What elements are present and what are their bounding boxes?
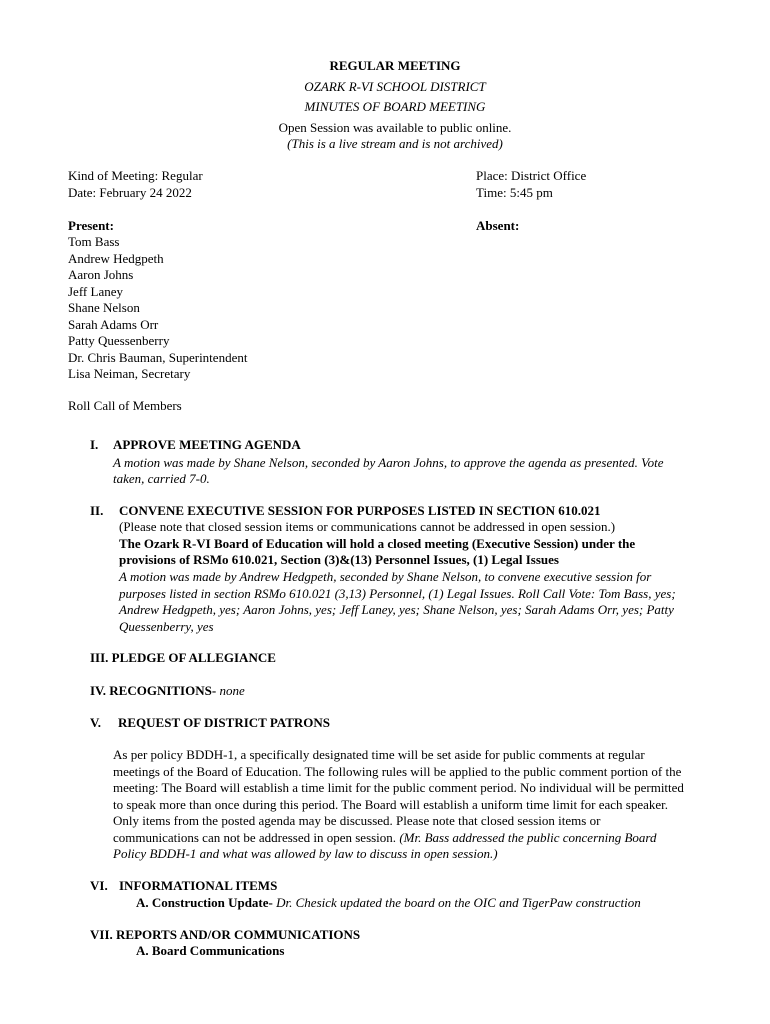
section-5-line-text: communications can not be addressed in open session.: [113, 829, 397, 845]
section-6-item-a: [136, 895, 641, 912]
present-member: Andrew Hedgpeth: [68, 250, 164, 266]
section-2-motion-line3: Andrew Hedgpeth, yes; Aaron Johns, yes; Jeff Laney, yes; Shane Nelson, yes; Sarah Adams Orr, yes; Patty: [119, 602, 674, 617]
minutes-title: MINUTES OF BOARD MEETING: [304, 99, 486, 114]
section-6-item-a-text: Dr. Chesick updated the board on the OIC and TigerPaw construction: [276, 895, 641, 910]
section-3-title: III. PLEDGE OF ALLEGIANCE: [90, 650, 276, 665]
section-2-number: II.: [90, 503, 104, 518]
open-session-note: Open Session was available to public online.: [278, 120, 512, 135]
section-5-line: meetings of the Board of Education. The following rules will be applied to the public comment portion of the: [113, 763, 682, 779]
doc-title: REGULAR MEETING: [329, 58, 461, 73]
section-5-line: Policy BDDH-1 and what was allowed by law to discuss in open session.): [113, 846, 498, 861]
section-2-motion-line2: purposes listed in section RSMo 610.021 (3,13) Personnel, (1) Legal Issues. Roll Call Vote: Tom Bass, yes;: [119, 586, 676, 601]
live-stream-note: (This is a live stream and is not archived): [287, 136, 503, 151]
meeting-time: Time: 5:45 pm: [476, 185, 553, 200]
section-1-title: APPROVE MEETING AGENDA: [113, 437, 301, 452]
section-6-number: VI.: [90, 878, 108, 893]
section-6-title: INFORMATIONAL ITEMS: [119, 878, 278, 893]
section-6-item-a-label: A. Construction Update-: [136, 895, 273, 910]
section-4-title: IV. RECOGNITIONS-: [90, 683, 217, 698]
present-member: Lisa Neiman, Secretary: [68, 366, 191, 381]
meeting-place: Place: District Office: [476, 168, 587, 183]
section-2-motion-line4: Quessenberry, yes: [119, 619, 214, 634]
present-member: Jeff Laney: [68, 283, 123, 299]
roll-call: Roll Call of Members: [68, 398, 182, 413]
section-5-line: to speak more than once during this period. The Board will establish a uniform time limit for each speaker.: [113, 796, 669, 812]
section-5-line: Only items from the posted agenda may be discussed. Please note that closed session items or: [113, 813, 601, 828]
section-5-body: [113, 747, 684, 863]
section-5-number: V.: [90, 715, 101, 730]
section-5-bass-note: (Mr. Bass addressed the public concerning Board: [399, 829, 657, 845]
present-member: Shane Nelson: [68, 300, 140, 315]
section-4: [90, 683, 245, 700]
section-4-value: none: [219, 683, 245, 698]
meeting-date: Date: February 24 2022: [68, 185, 192, 200]
section-5-title: REQUEST OF DISTRICT PATRONS: [118, 715, 331, 730]
present-member: Sarah Adams Orr: [68, 316, 159, 332]
section-5-line: meeting: The Board will establish a time limit for the public comment period. No individual will be permitted: [113, 780, 684, 795]
section-7-item-a: A. Board Communications: [136, 943, 285, 958]
present-member: Dr. Chris Bauman, Superintendent: [68, 349, 248, 365]
section-2-title: CONVENE EXECUTIVE SESSION FOR PURPOSES LISTED IN SECTION 610.021: [119, 503, 601, 518]
section-2-motion: A motion was made by Andrew Hedgpeth, seconded by Shane Nelson, to convene executive session for: [119, 569, 652, 584]
section-7-title: VII. REPORTS AND/OR COMMUNICATIONS: [90, 927, 361, 942]
section-5-line: [113, 830, 684, 847]
present-list: [68, 234, 247, 383]
present-member: Tom Bass: [68, 234, 120, 249]
section-1-motion-cont: taken, carried 7-0.: [113, 471, 210, 486]
section-2-closed-meeting-cont: provisions of RSMo 610.021, Section (3)&(13) Personnel Issues, (1) Legal Issues: [119, 552, 559, 567]
absent-label: Absent:: [476, 218, 520, 233]
section-2-closed-meeting: The Ozark R-VI Board of Education will hold a closed meeting (Executive Session) under the: [119, 536, 636, 551]
section-5-line: As per policy BDDH-1, a specifically designated time will be set aside for public comments at regular: [113, 747, 645, 762]
section-1-motion: A motion was made by Shane Nelson, seconded by Aaron Johns, to approve the agenda as presented. Vote: [113, 455, 664, 470]
present-member: Aaron Johns: [68, 267, 134, 282]
present-member: Patty Quessenberry: [68, 333, 170, 348]
section-1-number: I.: [90, 437, 99, 452]
kind-of-meeting: Kind of Meeting: Regular: [68, 168, 203, 183]
section-2-note: (Please note that closed session items or communications cannot be addressed in open session.): [119, 519, 616, 534]
district-name: OZARK R-VI SCHOOL DISTRICT: [304, 79, 486, 94]
present-label: Present:: [68, 218, 114, 233]
